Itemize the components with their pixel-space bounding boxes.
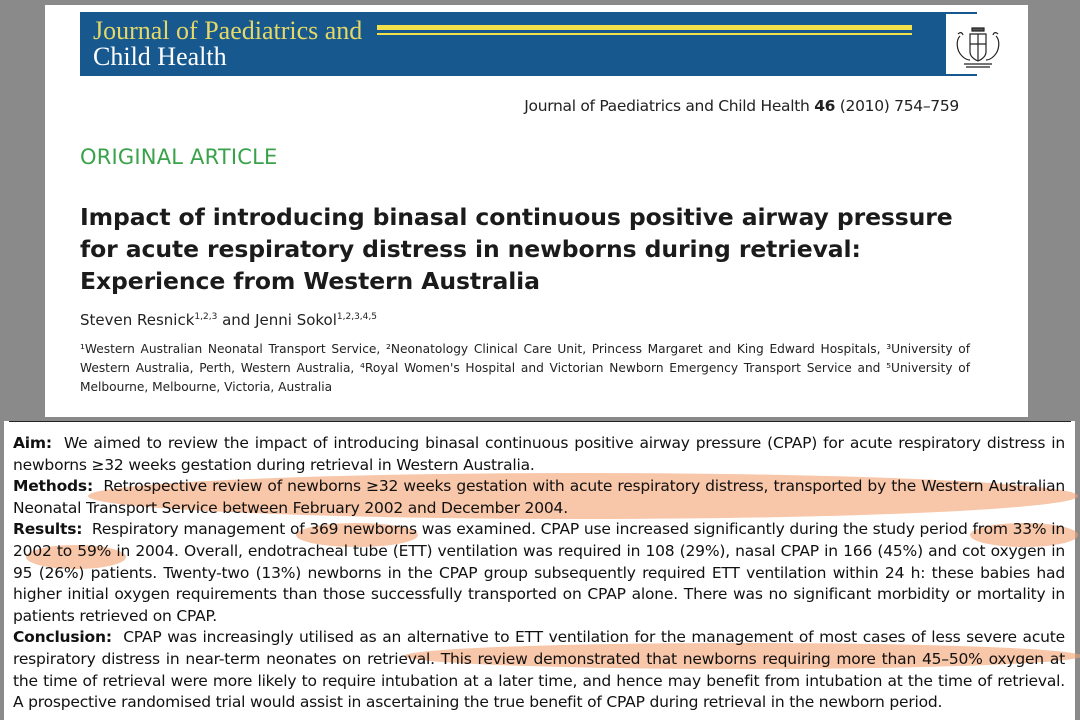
title-line-1: Impact of introducing binasal continuous positive airway pressure xyxy=(80,203,953,231)
title-line-3: Experience from Western Australia xyxy=(80,267,540,295)
article-type-label: ORIGINAL ARTICLE xyxy=(80,145,278,169)
author-name: Steven Resnick xyxy=(80,311,195,329)
author-name: Jenni Sokol xyxy=(255,311,337,329)
methods-text: Retrospective review of newborns ≥32 weeks gestation with acute respiratory distress, transported by the Western Australian Neonatal Transport Service between February 2002 and December 2004. xyxy=(13,477,1065,517)
abstract-results xyxy=(13,519,1065,627)
methods-label: Methods: xyxy=(13,477,93,496)
aim-text: We aimed to review the impact of introducing binasal continuous positive airway pressure (CPAP) for acute respiratory distress in newborns ≥32 weeks gestation during retrieval in Western Australia. xyxy=(13,434,1065,474)
banner-stripe-thin xyxy=(377,33,912,35)
results-label: Results: xyxy=(13,520,83,539)
article-header-panel xyxy=(45,5,1028,417)
affiliations: ¹Western Australian Neonatal Transport Service, ²Neonatology Clinical Care Unit, Princess Margaret and King Edward Hospitals, ³University of Western Australia, Perth, Western Australia, ⁴Royal Women's Hospital and Victorian Newborn Emergency Transport Service and ⁵University of Melbourne, Melbourne, Victoria, Australia xyxy=(80,342,970,394)
author-list xyxy=(80,311,377,329)
conclusion-label: Conclusion: xyxy=(13,628,112,647)
article-title xyxy=(80,201,980,297)
abstract-aim xyxy=(13,433,1065,476)
author-affiliation-marks: 1,2,3 xyxy=(194,312,218,322)
author-separator: and xyxy=(217,311,256,329)
citation-journal: Journal of Paediatrics and Child Health xyxy=(524,97,815,115)
results-text: Respiratory management of 369 newborns was examined. CPAP use increased significantly during the study period from 33% in 2002 to 59% in 2004. Overall, endotracheal tube (ETT) ventilation was required in 108 (29%), nasal CPAP in 166 (45%) and cot oxygen in 95 (26%) patients. Twenty-two (13%) newborns in the CPAP group subsequently required ETT ventilation within 24 h: these babies had higher initial oxygen requirements than those successfully transported on CPAP alone. There was no significant morbidity or mortality in patients retrieved on CPAP. xyxy=(13,520,1065,625)
aim-label: Aim: xyxy=(13,434,52,452)
abstract-top-rule xyxy=(9,421,1071,422)
conclusion-text: CPAP was increasingly utilised as an alternative to ETT ventilation for the management of most cases of less severe acute respiratory distress in near-term neonates on retrieval. This review demonstrated that newborns requiring more than 45–50% oxygen at the time of retrieval were more likely to require intubation at a later time, and hence may benefit from intubation at the time of retrieval. A prospective randomised trial would assist in ascertaining the true benefit of CPAP during retrieval in the newborn period. xyxy=(13,628,1065,712)
abstract-text xyxy=(13,433,1065,714)
abstract-panel xyxy=(4,421,1075,720)
citation-volume: 46 xyxy=(814,97,836,115)
citation-pages: (2010) 754–759 xyxy=(835,97,959,115)
author-affiliation-marks: 1,2,3,4,5 xyxy=(336,312,377,322)
journal-logo-text xyxy=(93,18,362,70)
journal-banner xyxy=(80,12,977,76)
journal-name-line2: Child Health xyxy=(93,42,227,71)
journal-name-line1: Journal of Paediatrics and xyxy=(93,16,363,45)
abstract-conclusion xyxy=(13,627,1065,713)
abstract-methods xyxy=(13,476,1065,519)
crest-icon xyxy=(946,14,1010,74)
banner-stripe xyxy=(377,25,912,30)
title-line-2: for acute respiratory distress in newborns during retrieval: xyxy=(80,235,861,263)
citation-line xyxy=(524,97,959,115)
